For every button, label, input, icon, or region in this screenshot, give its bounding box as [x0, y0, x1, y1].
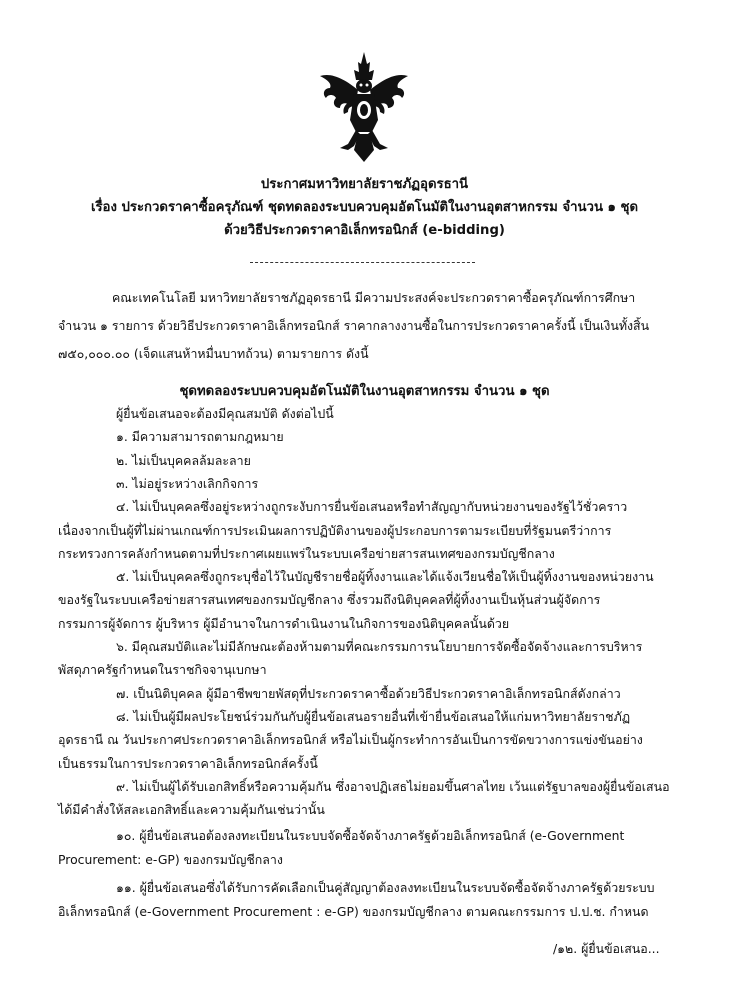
qualification-item-cont: ของรัฐในระบบเครือข่ายสารสนเทศของกรมบัญชีกลาง ซึ่งรวมถึงนิติบุคคลที่ผู้ทิ้งงานเป็นหุ้นส่วนผู้จัดการ: [58, 592, 601, 608]
qualification-item-cont: เป็นธรรมในการประกวดราคาอิเล็กทรอนิกส์ครั้งนี้: [58, 755, 318, 771]
garuda-emblem-icon: [318, 50, 410, 166]
qualification-item-cont: Procurement: e-GP) ของกรมบัญชีกลาง: [58, 852, 283, 867]
intro-line: ๗๕๐,๐๐๐.๐๐ (เจ็ดแสนห้าหมื่นบาทถ้วน) ตามรายการ ดังนี้: [58, 346, 369, 361]
qualification-item: ๗. เป็นนิติบุคคล ผู้มีอาชีพขายพัสดุที่ประกวดราคาซื้อด้วยวิธีประกวดราคาอิเล็กทรอนิกส์ดังกล่าว: [116, 685, 621, 701]
continuation-note: /๑๒. ผู้ยื่นข้อเสนอ...: [553, 941, 660, 956]
qualifications-intro: ผู้ยื่นข้อเสนอจะต้องมีคุณสมบัติ ดังต่อไปนี้: [116, 406, 334, 421]
qualification-item: ๒. ไม่เป็นบุคคลล้มละลาย: [116, 452, 251, 468]
qualification-item: ๑๐. ผู้ยื่นข้อเสนอต้องลงทะเบียนในระบบจัดซื้อจัดจ้างภาครัฐด้วยอิเล็กทรอนิกส์ (e-Government: [116, 828, 625, 843]
qualification-item: ๘. ไม่เป็นผู้มีผลประโยชน์ร่วมกันกับผู้ยื่นข้อเสนอรายอื่นที่เข้ายื่นข้อเสนอให้แก่มหาวิทยาลัยราชภัฏ: [116, 708, 631, 724]
qualification-item-cont: ได้มีคำสั่งให้สละเอกสิทธิ์และความคุ้มกันเช่นว่านั้น: [58, 802, 325, 818]
intro-line: คณะเทคโนโลยี มหาวิทยาลัยราชภัฏอุดรธานี มีความประสงค์จะประกวดราคาซื้อครุภัณฑ์การศึกษา: [112, 290, 636, 305]
qualification-item: ๑. มีความสามารถตามกฎหมาย: [116, 429, 284, 445]
qualification-item: ๙. ไม่เป็นผู้ได้รับเอกสิทธิ์หรือความคุ้มกัน ซึ่งอาจปฏิเสธไม่ยอมขึ้นศาลไทย เว้นแต่รัฐบาลของผู้ยื่นข้อเสนอ: [116, 778, 670, 794]
item-title: ชุดทดลองระบบควบคุมอัตโนมัติในงานอุตสาหกรรม จำนวน ๑ ชุด: [179, 384, 550, 399]
announcement-title: ประกาศมหาวิทยาลัยราชภัฏอุดรธานี: [260, 177, 469, 192]
announcement-method: ด้วยวิธีประกวดราคาอิเล็กทรอนิกส์ (e-bidding): [224, 223, 505, 238]
qualification-item: ๑๑. ผู้ยื่นข้อเสนอซึ่งได้รับการคัดเลือกเป็นคู่สัญญาต้องลงทะเบียนในระบบจัดซื้อจัดจ้างภาครัฐด้วยระบบ: [116, 880, 655, 895]
qualification-item-cont: อิเล็กทรอนิกส์ (e-Government Procurement : e-GP) ของกรมบัญชีกลาง ตามคณะกรรมการ ป.ป.ช. กำหนด: [58, 904, 649, 919]
header-divider: [250, 262, 475, 263]
qualification-item: ๕. ไม่เป็นบุคคลซึ่งถูกระบุชื่อไว้ในบัญชีรายชื่อผู้ทิ้งงานและได้แจ้งเวียนชื่อให้เป็นผู้ทิ้งงานของหน่วยงาน: [116, 569, 654, 585]
qualification-item: ๖. มีคุณสมบัติและไม่มีลักษณะต้องห้ามตามที่คณะกรรมการนโยบายการจัดซื้อจัดจ้างและการบริหาร: [116, 639, 643, 654]
qualification-item-cont: เนื่องจากเป็นผู้ที่ไม่ผ่านเกณฑ์การประเมินผลการปฏิบัติงานของผู้ประกอบการตามระเบียบที่รัฐมนตรีว่าการ: [58, 522, 612, 538]
announcement-subject: เรื่อง ประกวดราคาซื้อครุภัณฑ์ ชุดทดลองระบบควบคุมอัตโนมัติในงานอุตสาหกรรม จำนวน ๑ ชุด: [90, 200, 639, 215]
qualification-item: ๔. ไม่เป็นบุคคลซึ่งอยู่ระหว่างถูกระงับการยื่นข้อเสนอหรือทำสัญญากับหน่วยงานของรัฐไว้ชั่วคราว: [116, 499, 628, 515]
qualification-item: ๓. ไม่อยู่ระหว่างเลิกกิจการ: [116, 475, 259, 491]
qualification-item-cont: กรรมการผู้จัดการ ผู้บริหาร ผู้มีอำนาจในการดำเนินงานในกิจการของนิติบุคคลนั้นด้วย: [58, 615, 510, 631]
qualification-item-cont: กระทรวงการคลังกำหนดตามที่ประกาศเผยแพร่ในระบบเครือข่ายสารสนเทศของกรมบัญชีกลาง: [58, 545, 555, 561]
qualification-item-cont: พัสดุภาครัฐกำหนดในราชกิจจานุเบกษา: [58, 662, 267, 678]
intro-line: จำนวน ๑ รายการ ด้วยวิธีประกวดราคาอิเล็กทรอนิกส์ ราคากลางงานซื้อในการประกวดราคาครั้งนี้ เป็นเงินทั้งสิ้น: [58, 318, 650, 333]
qualification-item-cont: อุดรธานี ณ วันประกาศประกวดราคาอิเล็กทรอนิกส์ หรือไม่เป็นผู้กระทำการอันเป็นการขัดขวางการแข่งขันอย่าง: [58, 732, 643, 748]
